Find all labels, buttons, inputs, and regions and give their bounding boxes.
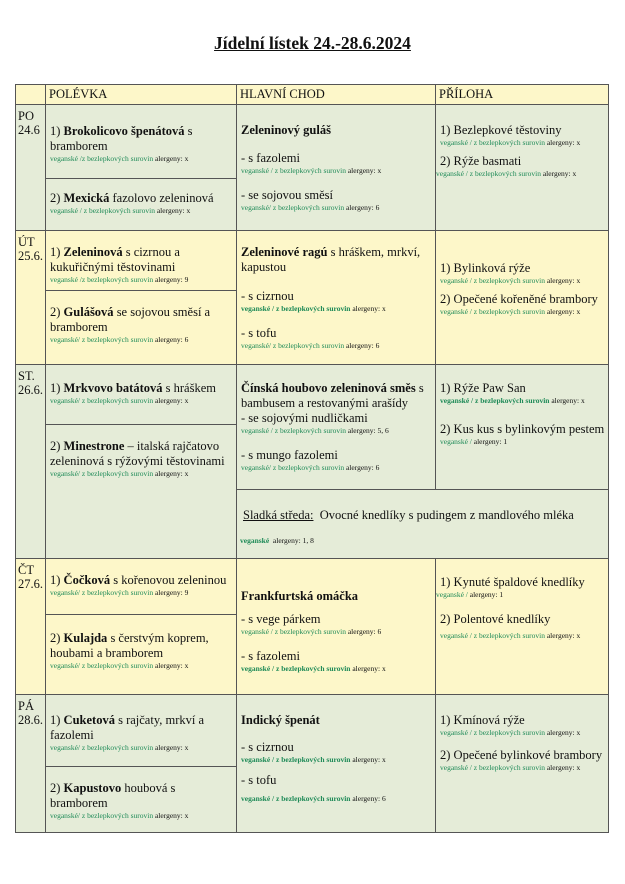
diet-note: veganské / z bezlepkových surovin alergeny: x <box>440 763 581 772</box>
header-main: HLAVNÍ CHOD <box>237 85 436 105</box>
diet-note: veganské/ z bezlepkových surovin alergeny: x <box>50 743 189 752</box>
soup-name: 2) Gulášová se sojovou směsí a bramborem <box>50 305 211 334</box>
main-dish <box>237 365 436 490</box>
soup-2 <box>46 291 237 365</box>
day-date: 25.6. <box>18 249 43 263</box>
diet-note: veganské / alergeny: 1 <box>440 437 508 446</box>
diet-note: veganské alergeny: 1, 8 <box>240 536 314 545</box>
main-option-2: - s fazolemi <box>241 649 301 663</box>
day-cell-monday <box>16 105 46 231</box>
diet-note: veganské / z bezlepkových surovin alergeny: x <box>241 166 382 175</box>
diet-note: veganské/ z bezlepkových surovin alergeny: x <box>50 469 189 478</box>
main-option-1: - s cizrnou <box>241 740 294 754</box>
main-dish-name: Čínská houbovo zeleninová směs s bambusem a restovanými arašídy <box>241 381 424 410</box>
side-1: 1) Bylinková rýže <box>440 261 531 275</box>
day-cell-friday <box>16 695 46 833</box>
sweet-dish: Sladká středa: Ovocné knedlíky s pudingem z mandlového mléka <box>243 508 574 522</box>
side-dishes <box>436 231 609 365</box>
day-date: 26.6. <box>18 383 43 397</box>
day-name: ST. <box>18 369 35 383</box>
diet-note: veganské / z bezlepkových surovin alergeny: 6 <box>241 627 382 636</box>
diet-note: veganské/ z bezlepkových surovin alergeny: x <box>50 811 189 820</box>
day-cell-thursday <box>16 559 46 695</box>
main-option-1: - s vege párkem <box>241 612 321 626</box>
main-option-2: - se sojovou směsí <box>241 188 334 202</box>
diet-note: veganské/ z bezlepkových surovin alergeny: 6 <box>241 341 380 350</box>
diet-note: veganské / z bezlepkových surovin alergeny: x <box>436 169 577 178</box>
day-date: 24.6 <box>18 123 40 137</box>
main-option-2: - s tofu <box>241 773 277 787</box>
side-1: 1) Kynuté špaldové knedlíky <box>440 575 585 589</box>
page-title: Jídelní lístek 24.-28.6.2024 <box>214 33 411 53</box>
day-name: ÚT <box>18 235 35 249</box>
diet-note: veganské /z bezlepkových surovin alergeny: 9 <box>50 275 189 284</box>
main-dish-name: Zeleninové ragú s hráškem, mrkví, kapustou <box>241 245 421 274</box>
soup-name: 1) Cuketová s rajčaty, mrkví a fazolemi <box>50 713 205 742</box>
soup-name: 2) Kulajda s čerstvým koprem, houbami a bramborem <box>50 631 209 660</box>
side-2: 2) Rýže basmati <box>440 154 522 168</box>
diet-note: veganské / z bezlepkových surovin alergeny: x <box>440 276 581 285</box>
day-name: ČT <box>18 563 34 577</box>
monday-row <box>16 105 609 179</box>
side-1: 1) Kmínová rýže <box>440 713 525 727</box>
soup-name: 1) Čočková s kořenovou zeleninou <box>50 573 227 587</box>
tuesday-row <box>16 231 609 291</box>
diet-note: veganské / z bezlepkových surovin alergeny: 6 <box>241 794 386 803</box>
soup-2 <box>46 615 237 695</box>
soup-2 <box>46 179 237 231</box>
soup-name: 2) Minestrone – italská rajčatovo zeleninová s rýžovými těstovinami <box>50 439 225 468</box>
main-option-2: - s tofu <box>241 326 277 340</box>
thursday-row <box>16 559 609 615</box>
main-option-1: - s fazolemi <box>241 151 301 165</box>
soup-name: 1) Zeleninová s cizrnou a kukuřičnými těstovinami <box>50 245 180 274</box>
diet-note: veganské / z bezlepkových surovin alergeny: x <box>440 631 581 640</box>
side-2: 2) Opečené bylinkové brambory <box>440 748 603 762</box>
day-date: 28.6. <box>18 713 43 727</box>
side-2: 2) Opečené kořeněné brambory <box>440 292 598 306</box>
diet-note: veganské /z bezlepkových surovin alergeny: x <box>50 154 189 163</box>
diet-note: veganské / z bezlepkových surovin alergeny: x <box>241 304 386 313</box>
soup-name: 2) Kapustovo houbová s bramborem <box>50 781 176 810</box>
main-dish-name: Zeleninový guláš <box>241 123 331 137</box>
diet-note: veganské / z bezlepkových surovin alergeny: x <box>440 728 581 737</box>
side-dishes <box>436 365 609 490</box>
day-name: PÁ <box>18 699 34 713</box>
day-cell-tuesday <box>16 231 46 365</box>
diet-note: veganské / z bezlepkových surovin alergeny: x <box>241 755 386 764</box>
main-dish <box>237 105 436 231</box>
side-dishes <box>436 105 609 231</box>
soup-name: 2) Mexická fazolovo zeleninová <box>50 191 214 205</box>
main-option-1: - s cizrnou <box>241 289 294 303</box>
soup-1 <box>46 231 237 291</box>
soup-name: 1) Brokolicovo špenátová s bramborem <box>50 124 193 153</box>
diet-note: veganské / z bezlepkových surovin alergeny: x <box>440 396 585 405</box>
soup-2 <box>46 425 237 559</box>
diet-note: veganské / z bezlepkových surovin alergeny: x <box>440 307 581 316</box>
wednesday-row <box>16 365 609 425</box>
soup-1 <box>46 695 237 767</box>
main-dish <box>237 231 436 365</box>
diet-note: veganské / z bezlepkových surovin alergeny: x <box>440 138 581 147</box>
header-row <box>16 85 609 105</box>
menu-table <box>15 84 609 833</box>
header-day <box>16 85 46 105</box>
main-dish-name: Indický špenát <box>241 713 320 727</box>
side-1: 1) Rýže Paw San <box>440 381 526 395</box>
soup-name: 1) Mrkvovo batátová s hráškem <box>50 381 216 395</box>
side-1: 1) Bezlepkové těstoviny <box>440 123 562 137</box>
diet-note: veganské/ z bezlepkových surovin alergeny: 9 <box>50 588 189 597</box>
soup-2 <box>46 767 237 833</box>
diet-note: veganské/ z bezlepkových surovin alergeny: x <box>50 396 189 405</box>
diet-note: veganské/ z bezlepkových surovin alergeny: 6 <box>241 463 380 472</box>
diet-note: veganské / z bezlepkových surovin alergeny: x <box>241 664 386 673</box>
diet-note: veganské/ z bezlepkových surovin alergeny: 6 <box>241 203 380 212</box>
main-option-2: - s mungo fazolemi <box>241 448 338 462</box>
sweet-wednesday <box>237 490 609 559</box>
side-2: 2) Kus kus s bylinkovým pestem <box>440 422 605 436</box>
main-dish <box>237 695 436 833</box>
day-name: PO <box>18 109 34 123</box>
main-option-1: - se sojovými nudličkami <box>241 411 368 425</box>
diet-note: veganské / z bezlepkových surovin alergeny: x <box>50 206 191 215</box>
soup-1 <box>46 365 237 425</box>
day-date: 27.6. <box>18 577 43 591</box>
diet-note: veganské / z bezlepkových surovin alergeny: 5, 6 <box>241 426 389 435</box>
diet-note: veganské / alergeny: 1 <box>436 590 504 599</box>
day-cell-wednesday <box>16 365 46 559</box>
soup-1 <box>46 559 237 615</box>
main-dish-name: Frankfurtská omáčka <box>241 589 359 603</box>
friday-row <box>16 695 609 767</box>
diet-note: veganské/ z bezlepkových surovin alergeny: x <box>50 661 189 670</box>
header-side: PŘÍLOHA <box>436 85 609 105</box>
side-dishes <box>436 559 609 695</box>
side-2: 2) Polentové knedlíky <box>440 612 551 626</box>
soup-1 <box>46 105 237 179</box>
diet-note: veganské/ z bezlepkových surovin alergeny: 6 <box>50 335 189 344</box>
header-soup: POLÉVKA <box>46 85 237 105</box>
main-dish <box>237 559 436 695</box>
side-dishes <box>436 695 609 833</box>
